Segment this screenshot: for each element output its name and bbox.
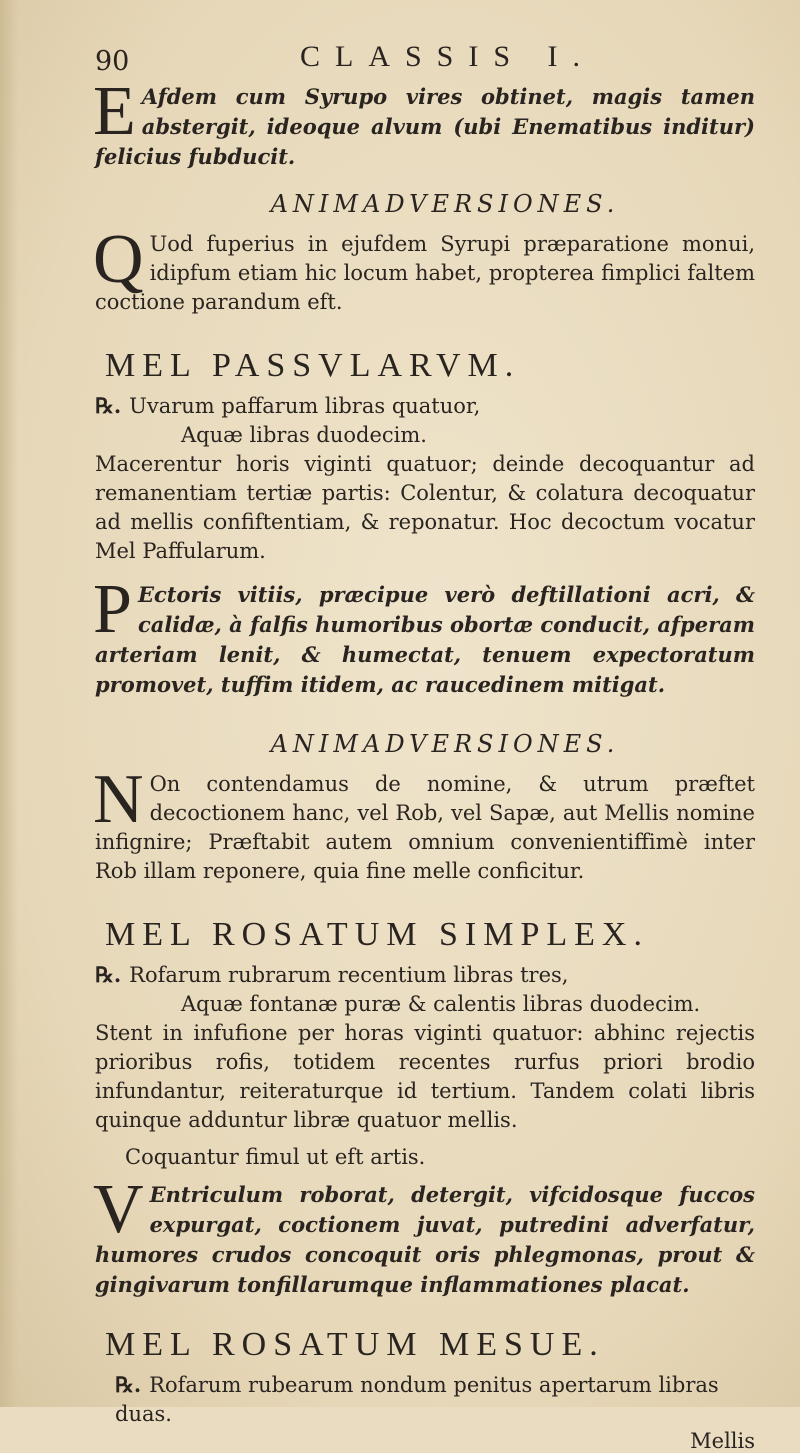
heading-mel-rosatum-mesue: MEL ROSATUM MESUE. — [105, 1326, 605, 1363]
recipe-ingredient: Uvarum paffarum libras quatuor, — [129, 394, 481, 418]
paragraph-ventriculum — [93, 1171, 755, 1300]
heading-mel-passularum: MEL PASSVLARVM. — [105, 347, 521, 384]
page-content — [95, 38, 755, 1453]
recipe-symbol: ℞. — [95, 962, 122, 987]
paragraph-text: Uod fuperius in ejufdem Syrupi præparatione monui, idipfum etiam hic locum habet, propterea fimplici faltem coctione parandum eft. — [95, 232, 755, 314]
recipe-line — [95, 1370, 755, 1429]
heading-mel-rosatum-simplex: MEL ROSATUM SIMPLEX. — [105, 916, 649, 953]
drop-cap: P — [93, 571, 132, 648]
section-heading-animadversiones: ANIMADVERSIONES. — [270, 190, 620, 218]
paragraph-quod — [93, 221, 755, 317]
recipe-symbol: ℞. — [115, 1372, 142, 1397]
paragraph-text: On contendamus de nomine, & utrum præftet decoctionem hanc, vel Rob, vel Sapæ, aut Mellis nomine infignire; Præftabit autem omnium convenientiffimè inter Rob illam reponere, quia fine melle conficitur. — [95, 772, 755, 883]
drop-cap: V — [93, 1171, 144, 1248]
page-number: 90 — [95, 46, 130, 77]
paragraph-coquantur: Coquantur fimul ut eft artis. — [125, 1145, 426, 1169]
catchword: Mellis — [690, 1429, 755, 1453]
paragraph-text: Afdem cum Syrupo vires obtinet, magis tamen abstergit, ideoque alvum (ubi Enematibus inditur) felicius fubducit. — [95, 84, 755, 169]
drop-cap: Q — [93, 221, 144, 298]
recipe-line — [95, 960, 755, 990]
recipe-line: Aquæ libras duodecim. — [181, 423, 427, 447]
drop-cap: E — [93, 73, 136, 150]
paragraph-macerentur: Macerentur horis viginti quatuor; deinde decoquantur ad remanentiam tertiæ partis: Colentur, & colatura decoquatur ad mellis confiftentiam, & reponatur. Hoc decoctum vocatur Mel Paffularum. — [95, 452, 755, 563]
drop-cap: N — [93, 761, 144, 838]
paragraph-non — [93, 761, 755, 886]
recipe-line: Aquæ fontanæ puræ & calentis libras duodecim. — [181, 992, 701, 1016]
recipe-symbol: ℞. — [95, 393, 122, 418]
paragraph-text: Entriculum roborat, detergit, vifcidosque fuccos expurgat, coctionem juvat, putredini adverfatur, humores crudos concoquit oris phlegmonas, prout & gingivarum tonfillarumque inflammationes placat. — [95, 1182, 755, 1297]
section-heading-animadversiones: ANIMADVERSIONES. — [270, 730, 620, 758]
recipe-line — [95, 391, 755, 421]
recipe-ingredient: Rofarum rubearum nondum penitus apertarum libras duas. — [115, 1373, 719, 1426]
running-head — [95, 38, 755, 82]
paragraph-pectoris — [93, 571, 755, 700]
running-title: CLASSIS I. — [300, 40, 596, 73]
book-gutter — [0, 0, 18, 1407]
recipe-ingredient: Rofarum rubrarum recentium libras tres, — [129, 963, 569, 987]
paragraph-stent: Stent in infufione per horas viginti quatuor: abhinc rejectis prioribus rofis, totidem recentes rurfus priori brodio infundantur, reiteraturque id tertium. Tandem colati libris quinque adduntur libræ quatuor mellis. — [95, 1021, 755, 1132]
paragraph-eadem — [93, 73, 755, 172]
paragraph-text: Ectoris vitiis, præcipue verò deftillationi acri, & calidæ, à falfis humoribus obortæ conducit, afperam arteriam lenit, & humectat, tenuem expectoratum promovet, tuffim itidem, ac raucedinem mitigat. — [95, 582, 755, 697]
